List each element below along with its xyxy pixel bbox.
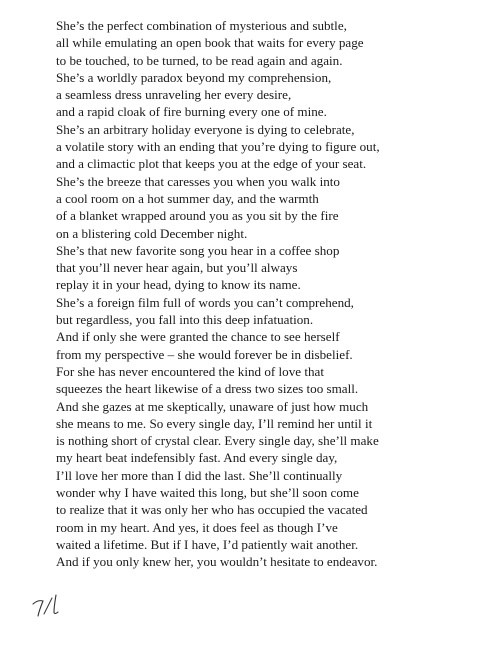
poem-line: a cool room on a hot summer day, and the warmth bbox=[56, 190, 319, 206]
poem-text bbox=[56, 17, 496, 571]
poem-line: room in my heart. And yes, it does feel as though I’ve bbox=[56, 519, 338, 535]
poem-line: to realize that it was only her who has occupied the vacated bbox=[56, 502, 368, 518]
poem-line: from my perspective – she would forever be in disbelief. bbox=[56, 346, 353, 362]
poem-line: a volatile story with an ending that you’re dying to figure out, bbox=[56, 139, 380, 155]
poem-line: replay it in your head, dying to know its name. bbox=[56, 277, 301, 293]
poem-line: to be touched, to be turned, to be read again and again. bbox=[56, 52, 343, 68]
poem-line: and a climactic plot that keeps you at the edge of your seat. bbox=[56, 156, 367, 172]
poem-line: squeezes the heart likewise of a dress two sizes too small. bbox=[56, 381, 359, 397]
poem-line: is nothing short of crystal clear. Every single day, she’ll make bbox=[56, 433, 379, 449]
poem-line: She’s the perfect combination of mysterious and subtle, bbox=[56, 18, 347, 33]
poem-line: that you’ll never hear again, but you’ll always bbox=[56, 260, 298, 276]
poem-line: And she gazes at me skeptically, unaware of just how much bbox=[56, 398, 369, 414]
poem-line: And if only she were granted the chance to see herself bbox=[56, 329, 340, 345]
poem-line: wonder why I have waited this long, but she’ll soon come bbox=[56, 485, 359, 501]
poem-line: She’s a foreign film full of words you can’t comprehend, bbox=[56, 294, 354, 310]
poem-line: my heart beat indefensibly fast. And every single day, bbox=[56, 450, 338, 466]
poem-line: And if you only knew her, you wouldn’t hesitate to endeavor. bbox=[56, 554, 378, 570]
poem-line: all while emulating an open book that waits for every page bbox=[56, 35, 364, 51]
poem-line: but regardless, you fall into this deep infatuation. bbox=[56, 312, 314, 328]
poem-line: of a blanket wrapped around you as you sit by the fire bbox=[56, 208, 339, 224]
poem-line: waited a lifetime. But if I have, I’d patiently wait another. bbox=[56, 536, 359, 552]
poem-line: She’s the breeze that caresses you when you walk into bbox=[56, 173, 340, 189]
poem-line: on a blistering cold December night. bbox=[56, 225, 248, 241]
poem-line: She’s that new favorite song you hear in a coffee shop bbox=[56, 242, 340, 258]
poem-line: I’ll love her more than I did the last. She’ll continually bbox=[56, 467, 343, 483]
poem-line: She’s a worldly paradox beyond my comprehension, bbox=[56, 69, 332, 85]
poem-line: She’s an arbitrary holiday everyone is dying to celebrate, bbox=[56, 121, 355, 137]
poem-line: a seamless dress unraveling her every desire, bbox=[56, 87, 292, 103]
poem-line: and a rapid cloak of fire burning every one of mine. bbox=[56, 104, 327, 120]
handwritten-signature bbox=[30, 592, 70, 620]
poem-line: For she has never encountered the kind of love that bbox=[56, 363, 324, 379]
poem-line: she means to me. So every single day, I’ll remind her until it bbox=[56, 415, 373, 431]
